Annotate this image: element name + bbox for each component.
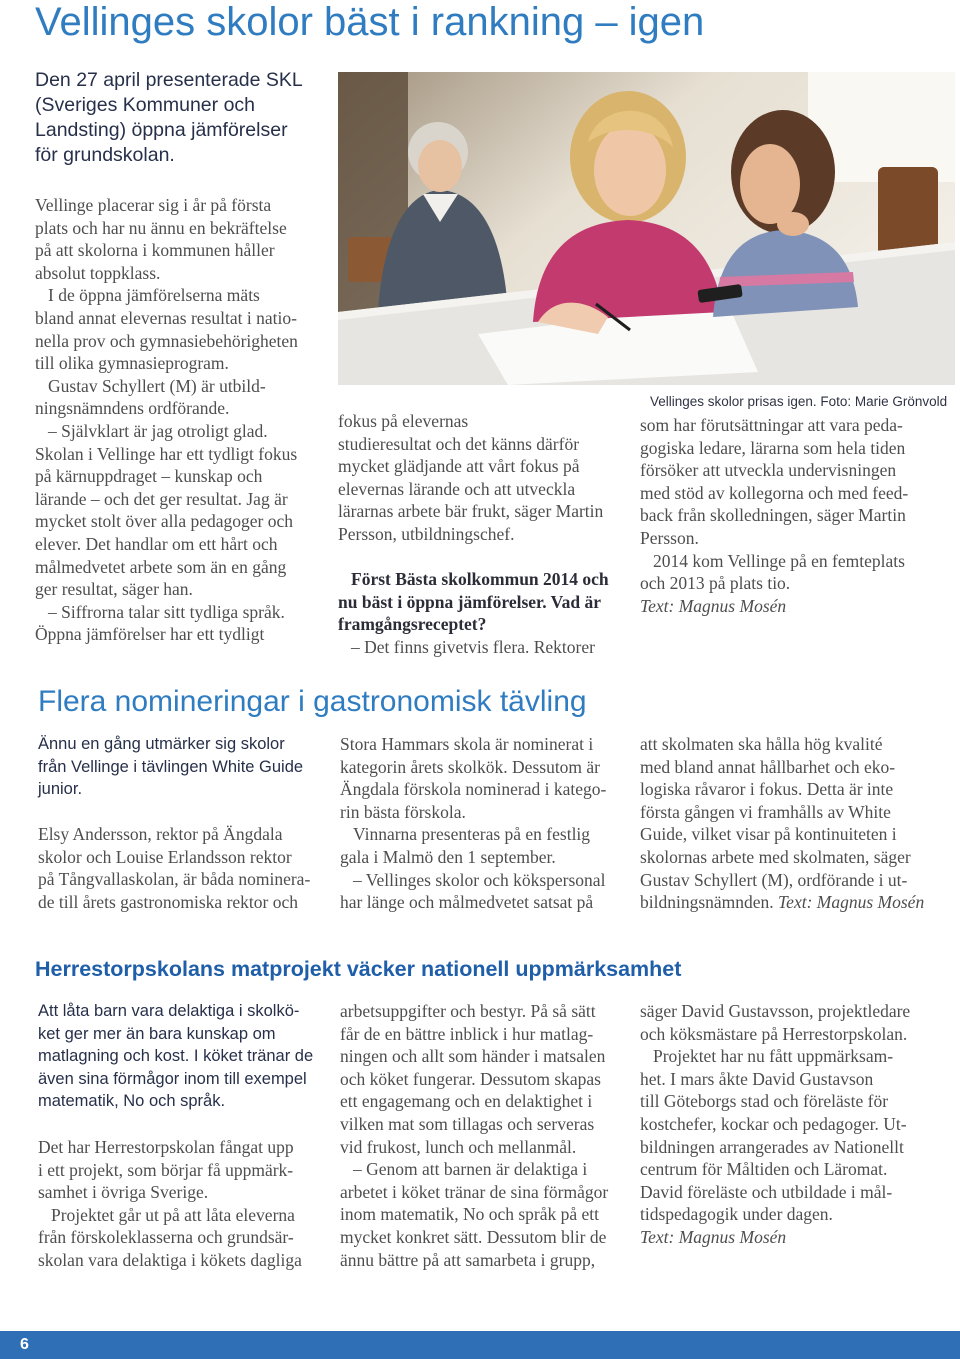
body-paragraph: arbetsuppgifter och bestyr. På så sätt får de en bättre inblick i hur matlag- ningen och allt som händer i matsalen och köket fungerar. Dessutom skapas ett engagemang och en delaktighet i vilken mat som tillagas och serveras vid frukost, lunch och mellanmål. [340,1001,606,1157]
student-center-face [594,124,666,216]
body-paragraph: Projektet går ut på att låta eleverna från förskoleklasserna och grundsär- skolan vara delaktiga i kökets dagliga [38,1204,302,1270]
body-paragraph: 2014 kom Vellinge på en femteplats och 2013 på plats tio. [640,550,905,594]
body-paragraph: Stora Hammars skola är nominerat i kategorin årets skolkök. Dessutom är Ängdala förskola nominerad i katego- rin bästa förskola. [340,734,607,822]
article-title: Vellinges skolor bäst i rankning – igen [35,0,705,44]
body-paragraph: – Självklart är jag otroligt glad. Skolan i Vellinge har ett tydligt fokus på kärnuppdraget – kunskap och lärande – och det ger resultat. Jag är mycket stolt över alla pedagoger och elever. Det handlar om ett hårt och målmedvetet arbete som än en gång ger resultat, säger han. [35,420,298,600]
byline: Text: Magnus Mosén [640,595,787,616]
article-intro: Ännu en gång utmärker sig skolor från Vellinge i tävlingen White Guide junior. [38,735,304,799]
classroom-photo [338,72,955,385]
student-right-hand [777,212,809,236]
byline: Text: Magnus Mosén [778,892,925,913]
body-paragraph: – Det finns givetvis flera. Rektorer [351,636,595,657]
article-intro: Att låta barn vara delaktiga i skolkö- ket ger mer än bara kunskap om matlagning och kost. I köket tränar de även sina förmågor inom till exempel matematik, No och språk. [38,1002,314,1111]
body-paragraph: – Vellinges skolor och kökspersonal har länge och målmedvetet satsat på [340,869,606,913]
article-column-2 [340,733,640,914]
article-column-3 [640,414,940,617]
body-paragraph: Gustav Schyllert (M) är utbild- ningsnämndens ordförande. [35,375,266,419]
article-title: Herrestorpskolans matprojekt väcker nationell uppmärksamhet [35,957,682,981]
body-paragraph: som har förutsättningar att vara peda- gogiska ledare, lärarna som hela tiden försöker att utveckla undervisningen med stöd av kollegorna och med feed- back från skolledningen, säger Martin Persson. [640,415,909,548]
photo-caption: Vellinges skolor prisas igen. Foto: Marie Grönvold [650,394,948,409]
body-paragraph: Elsy Andersson, rektor på Ängdala skolor och Louise Erlandsson rektor på Tångvallaskolan, är båda nominera- de till årets gastronomiska rektor och [38,824,311,912]
body-paragraph: I de öppna jämförelserna mäts bland annat elevernas resultat i natio- nella prov och gymnasiebehörigheten till olika gymnasieprogram. [35,285,298,374]
body-paragraph: fokus på elevernas studieresultat och det känns därför mycket glädjande att vårt fokus på elevernas lärande och att utveckla lärarnas arbete bär frukt, säger Martin Persson, utbildningschef. [338,411,604,544]
classroom-photo-image [338,72,955,385]
byline: Text: Magnus Mosén [640,1226,787,1247]
article-column-3 [640,733,940,914]
body-paragraph: – Genom att barnen är delaktiga i arbetet i köket tränar de sina förmågor inom matematik, No och språk på ett mycket konkret sätt. Dessutom blir de ännu bättre på att samarbeta i grupp, [340,1159,609,1270]
article-column-1 [38,823,338,913]
body-paragraph: säger David Gustavsson, projektledare och köksmästare på Herrestorpskolan. [640,1001,911,1044]
page-footer [0,1331,960,1359]
body-paragraph: Vinnarna presenteras på en festlig gala i Malmö den 1 september. [340,824,591,867]
article-column-2 [338,410,638,659]
paragraph-text: att skolmaten ska hålla hög kvalité med bland annat hållbarhet och eko- logiska råvaror i fokus. Detta är inte första gången vi framhålls av White Guide, vilket visar på kontinuiteten i skolornas arbete med skolmaten, säger Gustav Schyllert (M), ordförande i ut- bildningsnämnden. [640,734,911,913]
page-number: 6 [20,1336,29,1353]
article-column-1 [38,1136,338,1272]
interview-question: Först Bästa skolkommun 2014 och nu bäst i öppna jämförelser. Vad är framgångsreceptet? [338,569,609,635]
article-column-2 [340,1000,640,1271]
body-paragraph: Vellinge placerar sig i år på första plats och har nu ännu en bekräftelse på att skolorna i kommunen håller absolut toppklass. [35,195,287,283]
article-column-1 [35,194,335,646]
teacher-face [418,140,462,192]
student-right-face [740,144,800,224]
article-column-3 [640,1000,940,1249]
body-paragraph [640,733,940,914]
body-paragraph: – Siffrorna talar sitt tydliga språk. Öppna jämförelser har ett tydligt [35,601,285,645]
article-intro: Den 27 april presenterade SKL (Sveriges Kommuner och Landsting) öppna jämförelser för grundskolan. [35,69,303,166]
article-title: Flera nomineringar i gastronomisk tävling [38,685,587,718]
body-paragraph: Projektet har nu fått uppmärksam- het. I mars åkte David Gustavson till Göteborgs stad och föreläste för kostchefer, kockar och pedagoger. Ut- bildningen arrangerades av Nationellt centrum för Måltiden och Läromat. David föreläste och utbildade i mål- tidspedagogik under dagen. [640,1046,907,1225]
body-paragraph: Det har Herrestorpskolan fångat upp i ett projekt, som börjar få uppmärk- samhet i övriga Sverige. [38,1137,294,1203]
